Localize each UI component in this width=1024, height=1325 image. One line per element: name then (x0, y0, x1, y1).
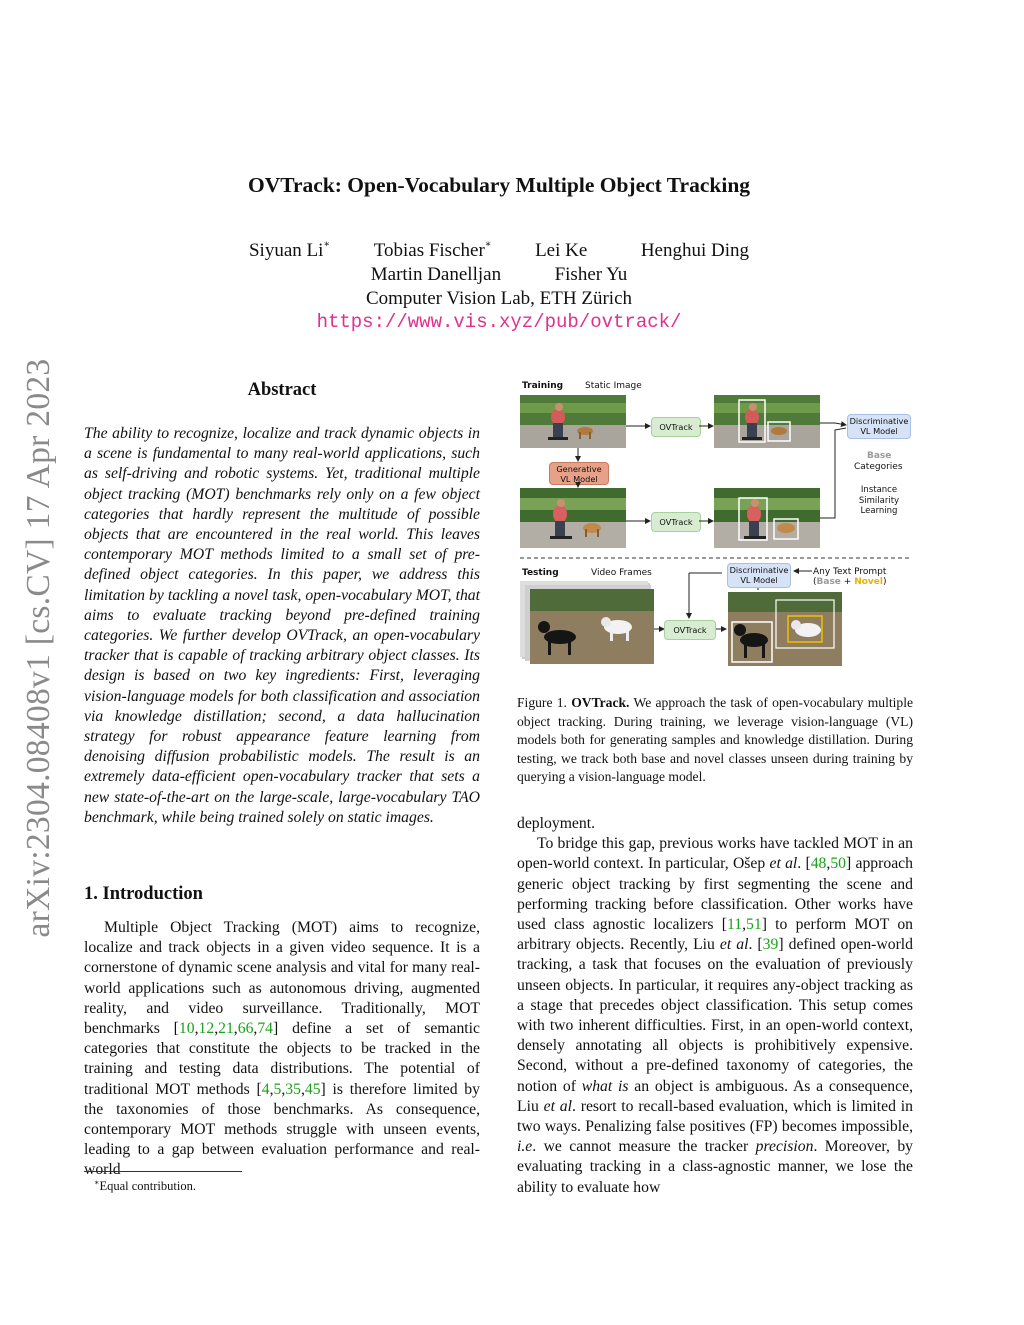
footnote-rule (84, 1171, 242, 1172)
citation-link[interactable]: 48 (810, 855, 827, 873)
categories-label: Categories (854, 462, 903, 472)
citation-link[interactable]: 10 (178, 1020, 195, 1038)
affiliation: Computer Vision Lab, ETH Zürich (365, 288, 633, 309)
citation-link[interactable]: 45 (304, 1080, 321, 1098)
author-lei-ke: Lei Ke (535, 240, 588, 261)
author-martin-danelljan: Martin Danelljan (370, 264, 502, 285)
citation-link[interactable]: 21 (218, 1020, 234, 1038)
ovtrack-block-test: OVTrack (664, 620, 716, 640)
figure-caption: Figure 1. OVTrack. We approach the task of open-vocabulary multiple object tracking. During training, we leverage vision-language (VL) models both for generating samples and knowledge distillation. During testing, we track both base and novel classes unseen during training by querying a vision-language model. (517, 695, 914, 785)
paper-title: OVTrack: Open-Vocabulary Multiple Object Tracking (247, 173, 751, 197)
deployment-line: deployment. (517, 815, 595, 832)
abstract-text: The ability to recognize, localize and track dynamic objects in a scene is fundamental to many real-world applications, such as self-driving and robotic systems. Yet, traditional multiple object tracking (MOT) benchmarks rely only on a few object categories that hardly represent the multitude of possible objects that are encountered in the real world. This leaves contemporary MOT methods limited to a small set of pre-defined object categories. In this paper, we address this limitation by tackling a novel task, open-vocabulary MOT, that aims to evaluate tracking beyond pre-defined training categories. We further develop OVTrack, an open-vocabulary tracker that is capable of tracking arbitrary object classes. Its design is based on two key ingredients: First, leveraging vision-language models for both classification and association via knowledge distillation; second, a data hallucination strategy for robust appearance feature learning from denoising diffusion probabilistic models. The result is an extremely data-efficient open-vocabulary tracker that sets a new state-of-the-art on the large-scale, large-vocabulary TAO benchmark, while being trained solely on static images. (84, 425, 480, 826)
right-column-text (517, 814, 913, 1198)
author-tobias-fischer: Tobias Fischer∗ (373, 239, 492, 261)
discriminative-vl-model-block-test: Discriminative VL Model (727, 563, 791, 588)
author-row-1 (0, 240, 998, 262)
project-url-link[interactable]: https://www.vis.xyz/pub/ovtrack/ (316, 311, 682, 333)
video-frame (530, 589, 654, 664)
author-siyuan-li: Siyuan Li∗ (248, 239, 331, 261)
tracked-video-frame (728, 592, 842, 666)
base-novel-label: (Base + Novel) (813, 577, 887, 587)
author-henghui-ding: Henghui Ding (640, 240, 749, 261)
citation-link[interactable]: 12 (198, 1020, 215, 1038)
introduction-paragraph: Multiple Object Tracking (MOT) aims to recognize, localize and track objects in a given video sequence. It is a cornerstone of dynamic scene analysis and vital for many real-world applications such as autonomous driving, augmented reality, and video surveillance. Traditionally, MOT benchmarks [10,12,21,66,74] define a set of semantic categories that constitute the objects to be tracked in the training and testing data distributions. The potential of traditional MOT methods [4,5,35,45] is therefore limited by the taxonomies of those benchmarks. As consequence, contemporary MOT methods struggle with unseen events, leading to a gap between evaluation performance and real-world (84, 919, 480, 1179)
training-label: Training (522, 381, 564, 391)
citation-link[interactable]: 66 (237, 1020, 254, 1038)
citation-link[interactable]: 74 (257, 1020, 274, 1038)
generative-vl-model-block: Generative VL Model (549, 462, 609, 485)
static-image-label: Static Image (585, 381, 642, 391)
discriminative-vl-model-block: Discriminative VL Model (847, 414, 911, 439)
bridge-gap-paragraph: To bridge this gap, previous works have tackled MOT in an open-world context. In particular, Ošep et al. [48,50] approach generic object tracking by first segmenting the scene and performing tracking before classification. Other works have used class agnostic localizers [11,51] to perform MOT on arbitrary objects. Recently, Liu et al. [39] defined open-world tracking, a task that focuses on the evaluation of previously unseen objects. In particular, it requires any-object tracking as a stage that precedes object classification. This setup comes with two inherent difficulties. First, in an open-world context, densely annotating all objects is prohibitively expensive. Second, without a pre-defined taxonomy of categories, the notion of what is an object is ambiguous. As a consequence, Liu et al. resort to recall-based evaluation, which is limited in two ways. Penalizing false positives (FP) becomes impossible, i.e. we cannot measure the tracker precision. Moreover, by evaluating tracking in a class-agnostic manner, we lose the ability to evaluate how (517, 835, 914, 1196)
citation-link[interactable]: 39 (762, 936, 779, 954)
citation-link[interactable]: 35 (285, 1080, 301, 1098)
arxiv-stamp: arXiv:2304.08408v1 [cs.CV] 17 Apr 2023 (20, 358, 57, 938)
testing-label: Testing (522, 568, 559, 578)
citation-link[interactable]: 11 (726, 916, 743, 934)
citation-link[interactable]: 50 (830, 855, 846, 873)
citation-link[interactable]: 5 (273, 1080, 282, 1098)
video-frames-label: Video Frames (591, 568, 652, 578)
base-label: Base (867, 451, 892, 461)
author-row-2 (0, 264, 998, 286)
abstract-heading: Abstract (247, 380, 317, 400)
any-text-prompt-label: Any Text Prompt (813, 567, 887, 577)
citation-link[interactable]: 51 (746, 916, 762, 934)
author-fisher-yu: Fisher Yu (554, 264, 628, 285)
ovtrack-block-train-2: OVTrack (651, 512, 701, 532)
figure-1 (517, 378, 913, 668)
ovtrack-block-train-1: OVTrack (651, 417, 701, 437)
instance-similarity-label: Instance Similarity Learning (858, 485, 900, 516)
introduction-heading: 1. Introduction (84, 884, 203, 904)
citation-link[interactable]: 4 (261, 1080, 270, 1098)
footnote: ∗Equal contribution. (94, 1178, 196, 1194)
